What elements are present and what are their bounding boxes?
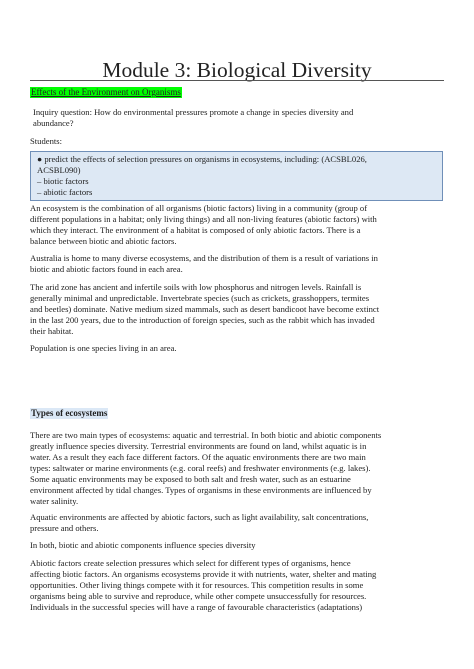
paragraph-both: In both, biotic and abiotic components influence species diversity xyxy=(30,540,256,550)
text-line: different populations in a habitat; only living things) and all non-living features (abiotic factors) with xyxy=(30,214,377,224)
box-line-biotic: – biotic factors xyxy=(37,176,89,186)
text-line: in the last 200 years, due to the introduction of foreign species, such as the rabbit which has invaded xyxy=(30,315,375,325)
paragraph-abiotic-factors xyxy=(30,558,440,613)
text-line: water. As a result they each face different factors. Of the aquatic environments there are two main xyxy=(30,452,366,462)
text-line: their habitat. xyxy=(30,326,74,336)
text-line: The arid zone has ancient and infertile soils with low phosphorus and nitrogen levels. Rainfall is xyxy=(30,282,362,292)
paragraph-ecosystem xyxy=(30,203,440,247)
inquiry-line: abundance? xyxy=(33,118,74,128)
section-heading-highlighted: Effects of the Environment on Organisms xyxy=(31,87,181,97)
paragraph-population: Population is one species living in an area. xyxy=(30,343,177,353)
box-line-abiotic: – abiotic factors xyxy=(37,187,93,197)
students-label: Students: xyxy=(30,136,62,146)
text-line: environment affected by tidal changes. Types of organisms in these environments are influenced by xyxy=(30,485,372,495)
inquiry-line: Inquiry question: How do environmental pressures promote a change in species diversity and xyxy=(33,107,354,117)
paragraph-aquatic xyxy=(30,512,440,534)
text-line: affecting biotic factors. An organisms ecosystems provide it with nutrients, water, shelter and mating xyxy=(30,569,377,579)
text-line: which they interact. The environment of a habitat is composed of only abiotic factors. There is a xyxy=(30,225,361,235)
text-line: Australia is home to many diverse ecosystems, and the distribution of them is a result of variations in xyxy=(30,253,378,263)
title-underline xyxy=(30,80,444,81)
box-line-bullet: ● predict the effects of selection pressures on organisms in ecosystems, including: (ACSBL026, xyxy=(37,154,367,164)
box-line: ACSBL090) xyxy=(37,165,81,175)
text-line: An ecosystem is the combination of all organisms (biotic factors) living in a community (group of xyxy=(30,203,368,213)
text-line: types: saltwater or marine environments (e.g. coral reefs) and freshwater environments (e.g. lakes). xyxy=(30,463,371,473)
text-line: pressure and others. xyxy=(30,523,99,533)
text-line: greatly influence species diversity. Terrestrial environments are found on land, whilst aquatic is in xyxy=(30,441,367,451)
text-line: Some aquatic environments may be exposed to both salt and fresh water, such as an estuarine xyxy=(30,474,351,484)
paragraph-types xyxy=(30,430,440,507)
types-of-ecosystems-heading: Types of ecosystems xyxy=(31,408,108,418)
text-line: There are two main types of ecosystems: aquatic and terrestrial. In both biotic and abiotic components xyxy=(30,430,382,440)
text-line: and beetles) dominate. Native medium sized mammals, such as desert bandicoot have become extinct xyxy=(30,304,380,314)
page-title: Module 3: Biological Diversity xyxy=(102,58,372,82)
inquiry-question xyxy=(33,107,443,129)
syllabus-box xyxy=(30,151,443,201)
text-line: water salinity. xyxy=(30,496,79,506)
text-line: balance between biotic and abiotic factors. xyxy=(30,236,177,246)
text-line: Aquatic environments are affected by abiotic factors, such as light availability, salt concentrations, xyxy=(30,512,369,522)
text-line: Individuals in the successful species will have a range of favourable characteristics (adaptations) xyxy=(30,602,363,612)
text-line: biotic and abiotic factors found in each area. xyxy=(30,264,183,274)
paragraph-australia xyxy=(30,253,440,275)
text-line: organisms being able to survive and reproduce, while other compete unsuccessfully for resources. xyxy=(30,591,367,601)
text-line: opportunities. Other living things compete with it for resources. This competition results in some xyxy=(30,580,364,590)
text-line: Abiotic factors create selection pressures which select for different types of organisms, hence xyxy=(30,558,351,568)
paragraph-arid-zone xyxy=(30,282,440,337)
text-line: generally minimal and unpredictable. Invertebrate species (such as crickets, grasshoppers, termites xyxy=(30,293,370,303)
